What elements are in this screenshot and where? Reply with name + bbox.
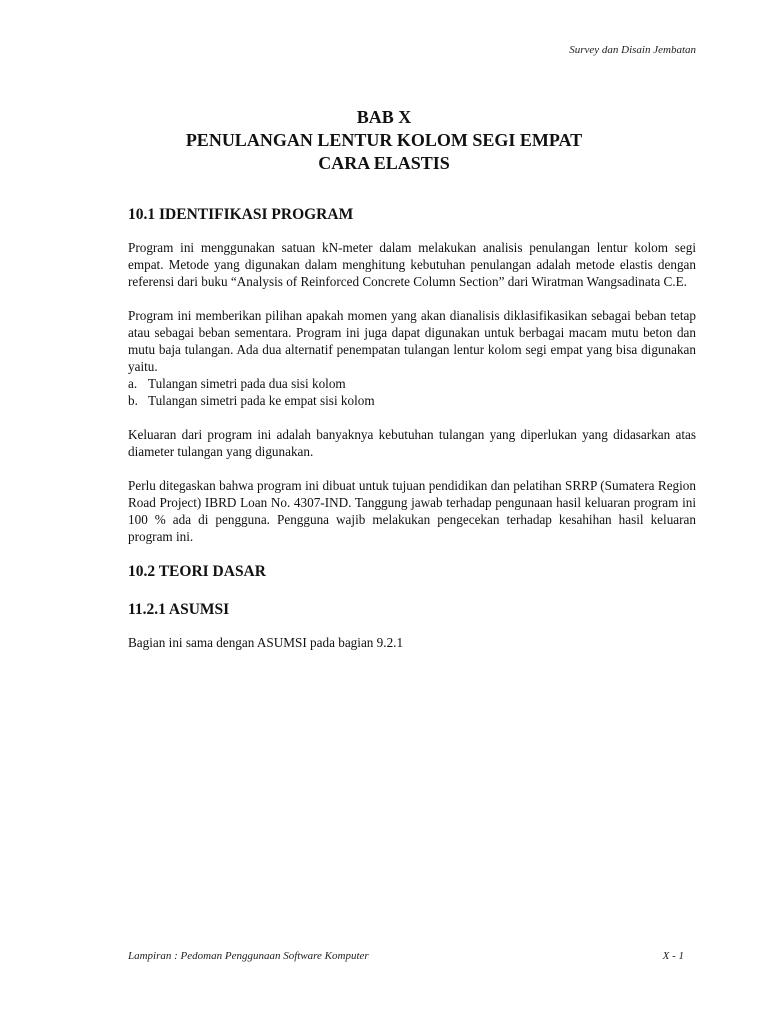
chapter-number: BAB X bbox=[356, 107, 412, 127]
section-heading-teori-dasar: 10.2 TEORI DASAR bbox=[128, 563, 266, 580]
chapter-title-line1: PENULANGAN LENTUR KOLOM SEGI EMPAT bbox=[185, 130, 583, 150]
paragraph-intro: Program ini menggunakan satuan kN-meter dalam melakukan analisis penulangan lentur kolom segi empat. Metode yang digunakan dalam menghitung kebutuhan penulangan adalah metode elastis dengan referensi dari buku “Analysis of Reinforced Concrete Column Section” dari Wiratman Wangsadinata C.E. bbox=[128, 240, 696, 289]
chapter-title-block bbox=[0, 106, 768, 175]
paragraph-output: Keluaran dari program ini adalah banyaknya kebutuhan tulangan yang diperlukan yang didasarkan atas diameter tulangan yang digunakan. bbox=[128, 427, 696, 459]
list-item bbox=[128, 375, 696, 392]
running-header: Survey dan Disain Jembatan bbox=[569, 44, 696, 56]
list-item-text: Tulangan simetri pada ke empat sisi kolom bbox=[148, 393, 375, 408]
list-marker: b. bbox=[128, 393, 138, 408]
list-item-text: Tulangan simetri pada dua sisi kolom bbox=[148, 376, 346, 391]
paragraph-disclaimer: Perlu ditegaskan bahwa program ini dibuat untuk tujuan pendidikan dan pelatihan SRRP (Sumatera Region Road Project) IBRD Loan No. 4307-IND. Tanggung jawab terhadap pengunaan hasil keluaran program ini 100 % ada di pengguna. Pengguna wajib melakukan pengecekan terhadap kesahihan hasil keluaran program ini. bbox=[128, 478, 696, 544]
footer-caption: Lampiran : Pedoman Penggunaan Software Komputer bbox=[128, 950, 369, 962]
section-heading-asumsi: 11.2.1 ASUMSI bbox=[128, 601, 230, 618]
page-number: X - 1 bbox=[662, 950, 684, 962]
chapter-title-line2: CARA ELASTIS bbox=[318, 153, 450, 173]
paragraph-options: Program ini memberikan pilihan apakah momen yang akan dianalisis diklasifikasikan sebagai beban tetap atau sebagai beban sementara. Program ini juga dapat digunakan untuk berbagai macam mutu beton dan mutu baja tulangan. Ada dua alternatif penempatan tulangan lentur kolom segi empat yang bisa digunakan yaitu. bbox=[128, 308, 696, 374]
document-body bbox=[128, 205, 696, 668]
list-item bbox=[128, 392, 696, 409]
paragraph-asumsi: Bagian ini sama dengan ASUMSI pada bagian 9.2.1 bbox=[128, 635, 404, 650]
list-marker: a. bbox=[128, 376, 138, 391]
reinforcement-options-list bbox=[128, 375, 696, 409]
section-heading-identifikasi: 10.1 IDENTIFIKASI PROGRAM bbox=[128, 206, 354, 223]
